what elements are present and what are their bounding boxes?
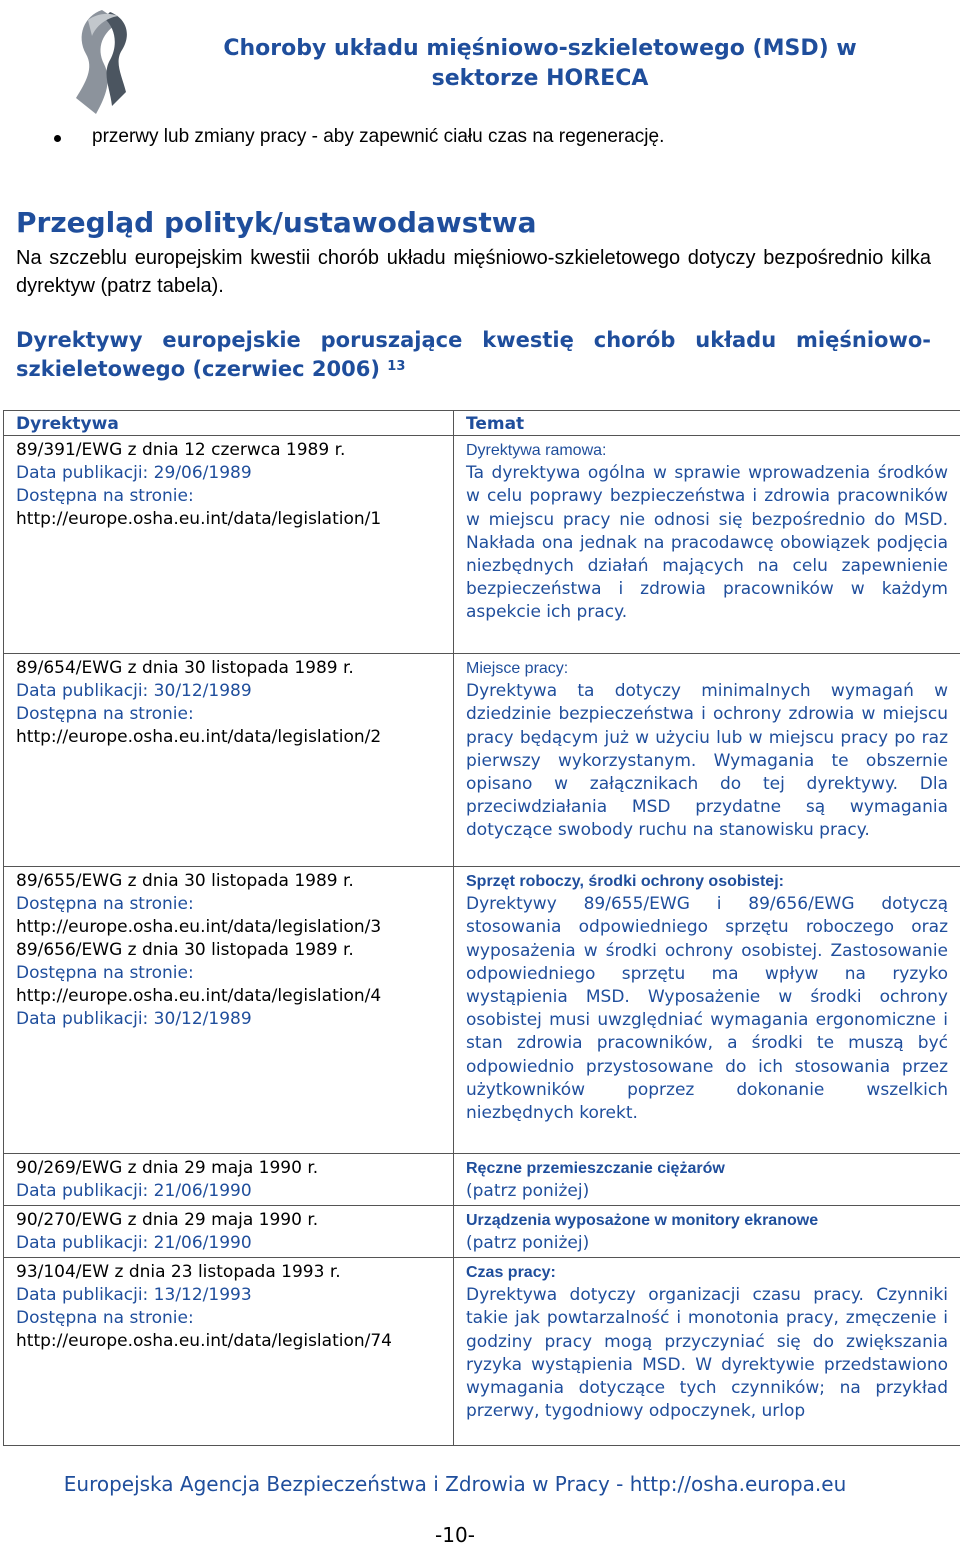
topic-subtitle: Sprzęt roboczy, środki ochrony osobistej: [466,873,784,890]
topic-cell [454,1154,960,1206]
directive-cell [4,1154,454,1206]
topic-subtitle: Miejsce pracy: [466,660,569,677]
topic-cell [454,436,960,654]
publication-date: Data publikacji: 29/06/1989 [16,463,252,483]
topic-cell [454,654,960,867]
page-number: -10- [435,1523,475,1547]
available-label: Dostępna na stronie: [16,963,194,983]
bullet-text: przerwy lub zmiany pracy - aby zapewnić ciału czas na regenerację. [92,126,665,147]
table-header-row [4,411,960,436]
publication-date: Data publikacji: 21/06/1990 [16,1233,252,1253]
table-row [4,436,960,654]
publication-date: Data publikacji: 13/12/1993 [16,1285,252,1305]
directive-number: 89/656/EWG z dnia 30 listopada 1989 r. [16,940,354,960]
publication-date: Data publikacji: 30/12/1989 [16,1009,252,1029]
directive-link[interactable]: http://europe.osha.eu.int/data/legislation/2 [16,727,382,747]
directive-number: 90/269/EWG z dnia 29 maja 1990 r. [16,1158,319,1178]
topic-text: Dyrektywa dotyczy organizacji czasu pracy. Czynniki takie jak powtarzalność i monotonia pracy, zmęczenie i godziny pracy mogą przyczyniać się do zwiększania ryzyka wystąpienia MSD. W dyrektywie przedstawiono wymagania dotyczące tych czynników; na przykład przerwy, tygodniowy odpoczynek, urlop [466,1285,948,1422]
topic-subtitle: Urządzenia wyposażone w monitory ekranowe [466,1212,819,1229]
topic-cell [454,1258,960,1446]
directive-number: 89/391/EWG z dnia 12 czerwca 1989 r. [16,440,346,460]
table-row [4,1206,960,1258]
topic-text: Dyrektywy 89/655/EWG i 89/656/EWG dotyczą stosowania odpowiedniego sprzętu roboczego oraz wyposażenia w środki ochrony osobistej. Zastosowanie odpowiedniego sprzętu ma wpływ na ryzyko wystąpienia MSD. Wyposażenie w środki ochrony osobistej musi uwzględniać wymagania ergonomiczne i stan zdrowia pracowników, a środki te muszą być odpowiednio przystosowane do ich stosowania przez użytkowników poprzez dokonanie wszelkich niezbędnych korekt. [466,894,948,1124]
directive-link[interactable]: http://europe.osha.eu.int/data/legislation/3 [16,917,382,937]
intro-paragraph: Na szczeblu europejskim kwestii chorób układu mięśniowo-szkieletowego dotyczy bezpośrednio kilka dyrektyw (patrz tabela). [16,247,931,297]
directive-number: 93/104/EW z dnia 23 listopada 1993 r. [16,1262,341,1282]
publication-date: Data publikacji: 30/12/1989 [16,681,252,701]
directive-cell [4,654,454,867]
directive-link[interactable]: http://europe.osha.eu.int/data/legislation/4 [16,986,382,1006]
topic-text: (patrz poniżej) [466,1181,590,1202]
directive-cell [4,1206,454,1258]
footnote-ref: 13 [387,359,406,374]
topic-cell [454,867,960,1154]
bullet-icon [54,135,61,142]
table-row [4,654,960,867]
topic-text: Dyrektywa ta dotyczy minimalnych wymagań w dziedzinie bezpieczeństwa i ochrony zdrowia w miejscu pracy będącym już w użyciu lub w miejscu pracy po raz pierwszy wykorzystanym. Wymagania te obszernie opisano w załącznikach do tej dyrektywy. Dla przeciwdziałania MSD przydatne są wymagania dotyczące swobody ruchu na stanowisku pracy. [466,681,948,841]
directive-cell [4,1258,454,1446]
directive-link[interactable]: http://europe.osha.eu.int/data/legislation/74 [16,1331,393,1351]
directive-number: 90/270/EWG z dnia 29 maja 1990 r. [16,1210,319,1230]
document-header [140,34,940,94]
topic-text: Ta dyrektywa ogólna w sprawie wprowadzenia środków w celu poprawy bezpieczeństwa i zdrowia pracowników w miejscu pracy nie odnosi się bezpośrednio do MSD. Nakłada ona jednak na pracodawcę obowiązek podjęcia niezbędnych działań mających na celu zapewnienie bezpieczeństwa i zdrowia pracowników w każdym aspekcie ich pracy. [466,463,948,623]
section-title: Przegląd polityk/ustawodawstwa [16,206,537,239]
table-title [16,326,931,384]
available-label: Dostępna na stronie: [16,894,194,914]
topic-subtitle: Czas pracy: [466,1264,556,1281]
available-label: Dostępna na stronie: [16,486,194,506]
available-label: Dostępna na stronie: [16,1308,194,1328]
available-label: Dostępna na stronie: [16,704,194,724]
directive-link[interactable]: http://europe.osha.eu.int/data/legislation/1 [16,509,382,529]
topic-text: (patrz poniżej) [466,1233,590,1254]
directive-cell [4,436,454,654]
header-title-line1: Choroby układu mięśniowo-szkieletowego (MSD) w [223,36,857,61]
header-title-line2: sektorze HORECA [431,66,649,91]
directive-cell [4,867,454,1154]
col-header-topic: Temat [454,411,960,436]
directives-table [3,410,960,1446]
topic-subtitle: Ręczne przemieszczanie ciężarów [466,1160,725,1177]
directive-number: 89/655/EWG z dnia 30 listopada 1989 r. [16,871,354,891]
table-row [4,1154,960,1206]
topic-subtitle: Dyrektywa ramowa: [466,442,607,459]
table-title-text: Dyrektywy europejskie poruszające kwestię chorób układu mięśniowo-szkieletowego (czerwiec 2006) [16,328,931,381]
topic-cell [454,1206,960,1258]
page-footer: Europejska Agencja Bezpieczeństwa i Zdrowia w Pracy - http://osha.europa.eu [63,1472,847,1496]
directive-number: 89/654/EWG z dnia 30 listopada 1989 r. [16,658,354,678]
table-row [4,1258,960,1446]
publication-date: Data publikacji: 21/06/1990 [16,1181,252,1201]
col-header-directive: Dyrektywa [4,411,454,436]
table-row [4,867,960,1154]
osha-logo-icon [66,6,146,118]
